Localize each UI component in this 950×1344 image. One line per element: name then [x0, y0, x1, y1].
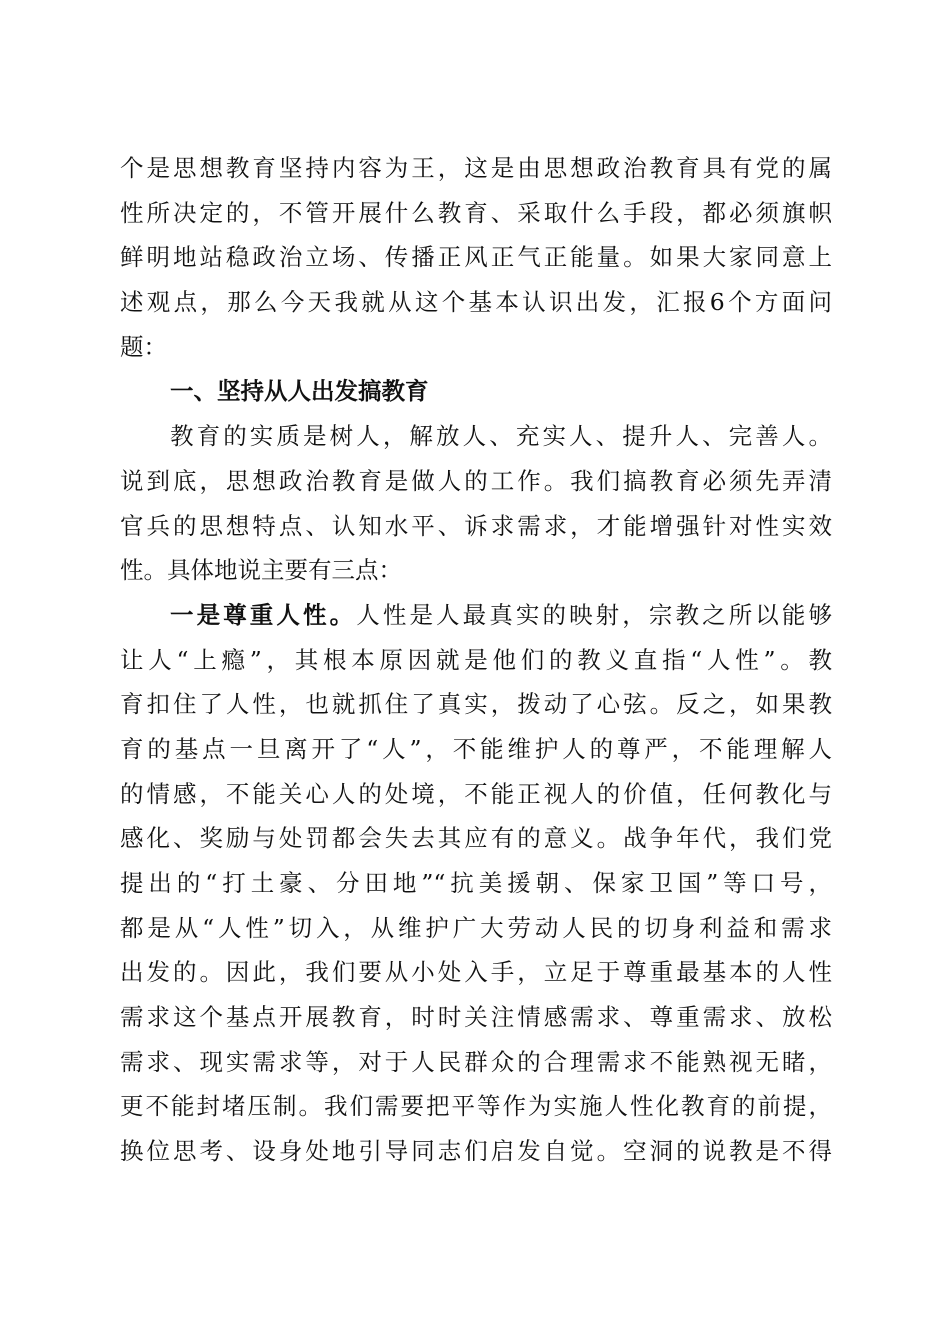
paragraph-line: 的情感，不能关心人的处境，不能正视人的价值，任何教化与: [120, 779, 832, 808]
paragraph-line: 育扣住了人性，也就抓住了真实，拨动了心弦。反之，如果教: [120, 690, 832, 719]
paragraph-line: 感化、奖励与处罚都会失去其应有的意义。战争年代，我们党: [120, 824, 832, 853]
paragraph-line: 述观点，那么今天我就从这个基本认识出发，汇报6个方面问: [120, 288, 832, 317]
section-heading: 一、坚持从人出发搞教育: [170, 377, 429, 406]
paragraph-line: 让人“上瘾”，其根本原因就是他们的教义直指“人性”。教: [120, 645, 832, 674]
paragraph-line: 个是思想教育坚持内容为王，这是由思想政治教育具有党的属: [120, 154, 832, 182]
paragraph-line: 说到底，思想政治教育是做人的工作。我们搞教育必须先弄清: [120, 466, 832, 495]
paragraph-line: 需求、现实需求等，对于人民群众的合理需求不能熟视无睹，: [120, 1047, 832, 1076]
paragraph-line: 性所决定的，不管开展什么教育、采取什么手段，都必须旗帜: [120, 198, 832, 227]
document-body: [120, 146, 832, 1174]
paragraph-line: 提出的“打土豪、分田地”“抗美援朝、保家卫国”等口号，: [120, 869, 832, 897]
paragraph-line: 需求这个基点开展教育，时时关注情感需求、尊重需求、放松: [120, 1003, 832, 1032]
paragraph-line: 都是从“人性”切入，从维护广大劳动人民的切身利益和需求: [120, 913, 832, 942]
paragraph-line: 育的基点一旦离开了“人”，不能维护人的尊严，不能理解人: [120, 734, 832, 763]
paragraph-line: 题：: [120, 332, 167, 361]
paragraph-lead-rest: 人性是人最真实的映射，宗教之所以能够: [356, 600, 833, 629]
paragraph-line: 换位思考、设身处地引导同志们启发自觉。空洞的说教是不得: [120, 1137, 832, 1166]
paragraph-line: 鲜明地站稳政治立场、传播正风正气正能量。如果大家同意上: [120, 243, 832, 272]
paragraph-lead-bold: 一是尊重人性。: [170, 600, 357, 629]
paragraph-line: 出发的。因此，我们要从小处入手，立足于尊重最基本的人性: [120, 958, 832, 987]
paragraph-line: [120, 593, 832, 638]
paragraph-line: 性。具体地说主要有三点：: [120, 556, 402, 585]
paragraph-line: 更不能封堵压制。我们需要把平等作为实施人性化教育的前提，: [120, 1092, 832, 1121]
paragraph-line: 教育的实质是树人，解放人、充实人、提升人、完善人。: [170, 422, 832, 451]
paragraph-line: 官兵的思想特点、认知水平、诉求需求，才能增强针对性实效: [120, 511, 832, 540]
